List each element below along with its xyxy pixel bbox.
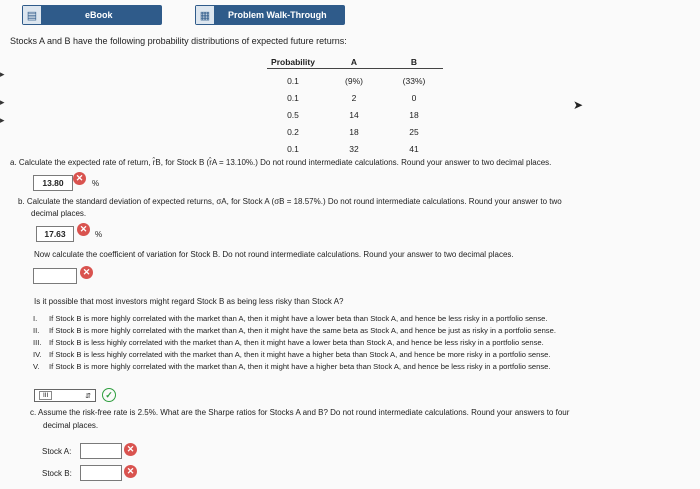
table-cell: 18	[409, 109, 419, 120]
table-cell: 0.1	[287, 75, 299, 86]
table-row	[262, 106, 444, 123]
std-dev-a-input[interactable]: 17.63	[36, 226, 74, 242]
part-b-question-line2: decimal places.	[31, 209, 87, 218]
part-b-question-line1: b. Calculate the standard deviation of expected returns, σA, for Stock A (σB = 18.57%.) Do not round intermediate calculations. Round your answer to two	[18, 197, 562, 206]
problem-intro: Stocks A and B have the following probability distributions of expected future returns:	[10, 36, 347, 46]
table-header-row	[262, 55, 444, 69]
sharpe-ratio-b-input[interactable]	[80, 465, 122, 481]
table-cell: 0.2	[287, 126, 299, 137]
stock-a-label: Stock A:	[42, 447, 72, 456]
table-cell: (9%)	[345, 75, 363, 86]
list-item	[33, 313, 556, 325]
table-cell: 0.1	[287, 92, 299, 103]
table-row	[262, 69, 444, 89]
risk-answer-select[interactable]	[34, 389, 96, 402]
option-text: If Stock B is more highly correlated with the market than A, then it might have the same beta as Stock A, and hence be just as risky in a portfolio sense.	[49, 326, 556, 335]
cv-question: Now calculate the coefficient of variation for Stock B. Do not round intermediate calculations. Round your answer to two decimal places.	[34, 250, 514, 259]
percent-unit: %	[92, 179, 100, 188]
table-cell: 18	[349, 126, 359, 137]
option-text: If Stock B is more highly correlated with the market than A, then it might have a higher beta than Stock A, and hence be less risky in a portfolio sense.	[49, 362, 551, 371]
list-item	[33, 337, 556, 349]
table-cell: 0	[411, 92, 417, 103]
side-marker-icon: ▸	[0, 115, 5, 125]
option-number: V.	[33, 362, 40, 371]
mouse-pointer-icon: ➤	[573, 98, 584, 112]
incorrect-icon: ✕	[73, 172, 86, 185]
selected-option: III	[39, 391, 52, 400]
list-item	[33, 361, 556, 373]
book-icon: ▤	[23, 6, 41, 24]
option-number: I.	[33, 314, 38, 323]
part-c-question-line2: decimal places.	[43, 421, 99, 430]
incorrect-icon: ✕	[124, 443, 137, 456]
coefficient-of-variation-input[interactable]	[33, 268, 77, 284]
part-a-question: a. Calculate the expected rate of return, r̂B, for Stock B (r̂A = 13.10%.) Do not round intermediate calculations. Round your answer to two decimal places.	[10, 158, 552, 167]
correct-check-icon: ✓	[102, 388, 116, 402]
table-cell: 0.5	[287, 109, 299, 120]
option-text: If Stock B is more highly correlated with the market than A, then it might have a lower beta than Stock A, and hence be less risky in a portfolio sense.	[49, 314, 548, 323]
side-marker-icon: ▸	[0, 97, 5, 107]
option-number: III.	[33, 338, 42, 347]
ebook-tab[interactable]	[22, 5, 162, 25]
table-cell: 14	[349, 109, 359, 120]
table-row	[262, 89, 444, 106]
table-cell: 2	[351, 92, 357, 103]
option-number: IV.	[33, 350, 42, 359]
table-row	[262, 140, 444, 157]
part-c-question-line1: c. Assume the risk-free rate is 2.5%. What are the Sharpe ratios for Stocks A and B? Do not round intermediate calculations. Round your answers to four	[30, 408, 570, 417]
table-cell: 0.1	[287, 143, 299, 154]
probability-table	[262, 55, 444, 157]
walkthrough-tab-label: Problem Walk-Through	[228, 10, 327, 20]
select-arrow-icon: ⇵	[85, 392, 91, 400]
table-row	[262, 123, 444, 140]
table-header-divider	[267, 68, 443, 69]
option-text: If Stock B is less highly correlated with the market than A, then it might have a lower beta than Stock A, and hence be less risky in a portfolio sense.	[49, 338, 544, 347]
header-b: B	[410, 57, 418, 67]
header-probability: Probability	[271, 57, 315, 67]
option-text: If Stock B is less highly correlated with the market than A, then it might have a higher beta than Stock A, and hence be more risky in a portfolio sense.	[49, 350, 551, 359]
table-cell: 32	[349, 143, 359, 154]
table-cell: (33%)	[402, 75, 426, 86]
ebook-tab-label: eBook	[85, 10, 113, 20]
expected-return-b-input[interactable]: 13.80	[33, 175, 73, 191]
incorrect-icon: ✕	[124, 465, 137, 478]
option-number: II.	[33, 326, 40, 335]
sharpe-ratio-a-input[interactable]	[80, 443, 122, 459]
header-a: A	[350, 57, 358, 67]
risk-question: Is it possible that most investors might regard Stock B as being less risky than Stock A?	[34, 297, 344, 306]
list-item	[33, 325, 556, 337]
stock-b-label: Stock B:	[42, 469, 72, 478]
list-item	[33, 349, 556, 361]
document-icon: ▦	[196, 6, 214, 24]
percent-unit: %	[95, 230, 103, 239]
incorrect-icon: ✕	[80, 266, 93, 279]
table-cell: 25	[409, 126, 419, 137]
problem-walkthrough-tab[interactable]	[195, 5, 345, 25]
side-marker-icon: ▸	[0, 69, 5, 79]
table-cell: 41	[409, 143, 419, 154]
answer-options-list	[33, 313, 556, 373]
incorrect-icon: ✕	[77, 223, 90, 236]
